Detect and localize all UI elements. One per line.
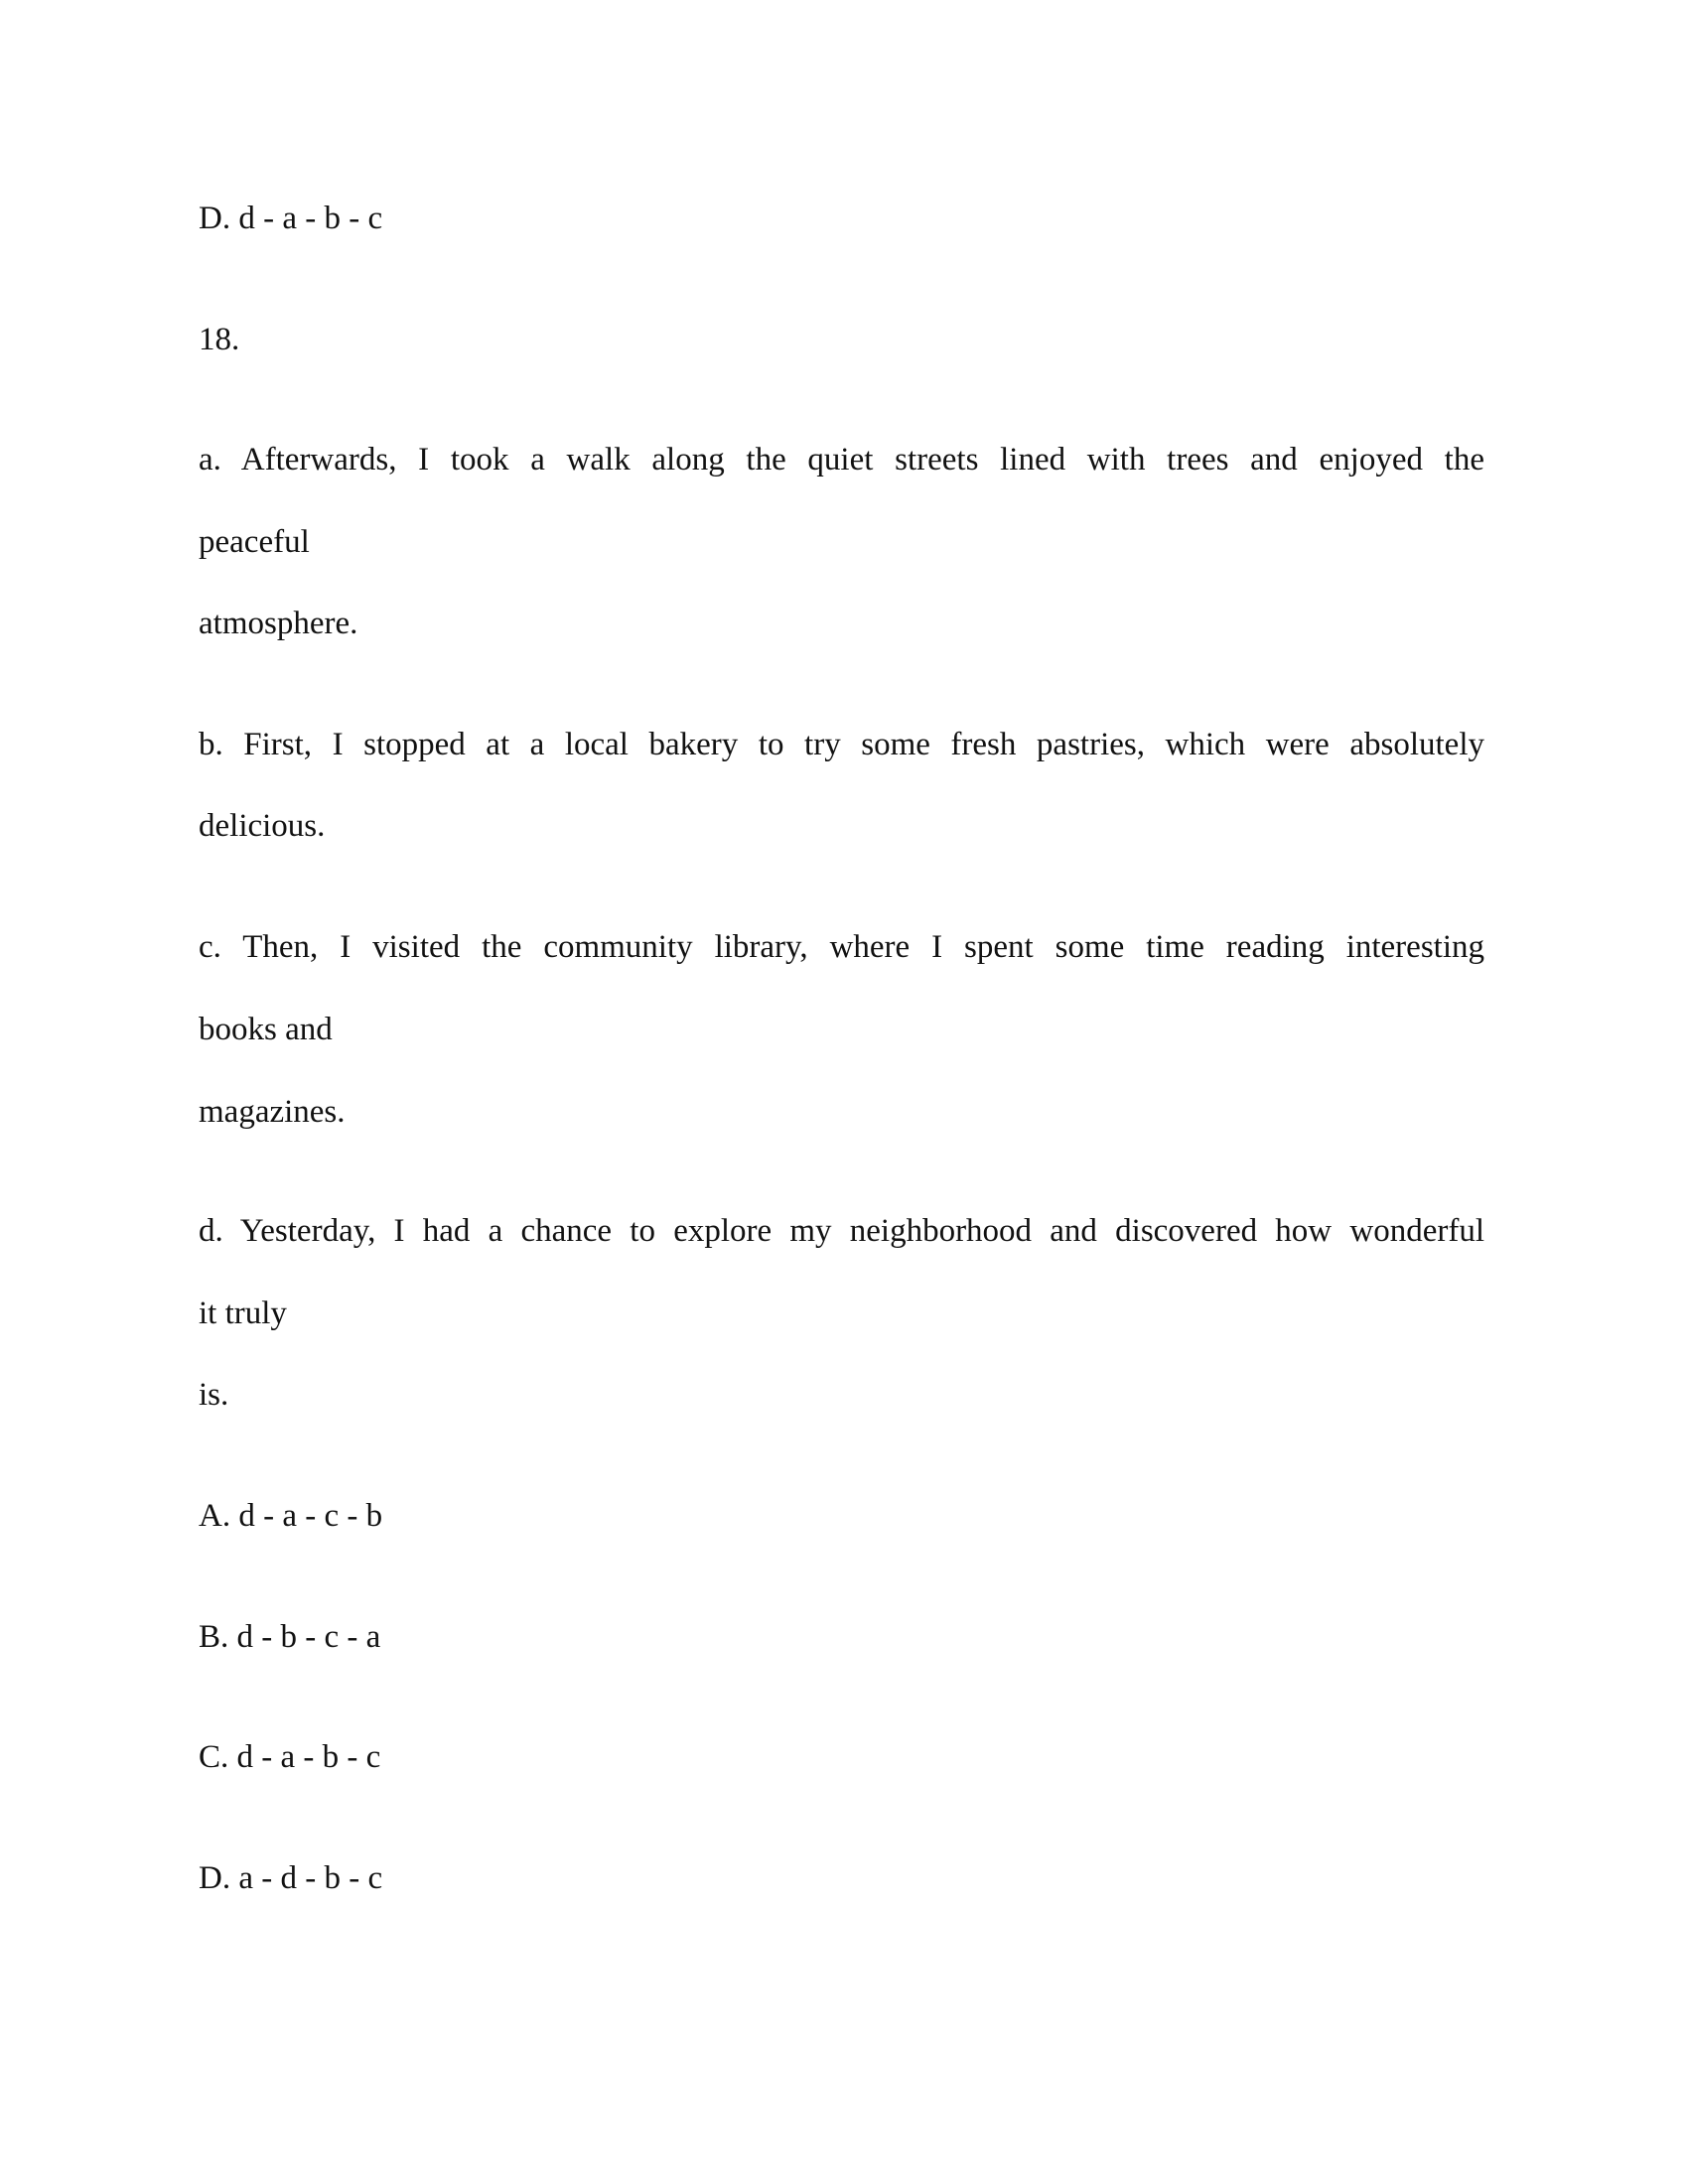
previous-option-d: D. d - a - b - c — [199, 201, 383, 236]
question-number: 18. — [199, 322, 240, 357]
sentence-c-line-1: c. Then, I visited the community library, where I spent some time reading interesting — [199, 929, 1484, 965]
sentence-d-line-2: it truly — [199, 1296, 287, 1331]
sentence-a-line-1: a. Afterwards, I took a walk along the quiet streets lined with trees and enjoyed the — [199, 442, 1484, 478]
sentence-a-line-3: atmosphere. — [199, 606, 358, 641]
option-c: C. d - a - b - c — [199, 1739, 381, 1775]
sentence-c-line-2: books and — [199, 1012, 333, 1047]
sentence-b-line-1: b. First, I stopped at a local bakery to try some fresh pastries, which were absolutely — [199, 727, 1484, 762]
option-d: D. a - d - b - c — [199, 1860, 383, 1896]
sentence-d-line-3: is. — [199, 1377, 229, 1413]
sentence-b-line-2: delicious. — [199, 808, 326, 844]
option-a: A. d - a - c - b — [199, 1498, 383, 1534]
sentence-a-line-2: peaceful — [199, 524, 310, 560]
sentence-d-line-1: d. Yesterday, I had a chance to explore my neighborhood and discovered how wonderful — [199, 1213, 1484, 1249]
option-b: B. d - b - c - a — [199, 1619, 381, 1655]
sentence-c-line-3: magazines. — [199, 1094, 346, 1130]
